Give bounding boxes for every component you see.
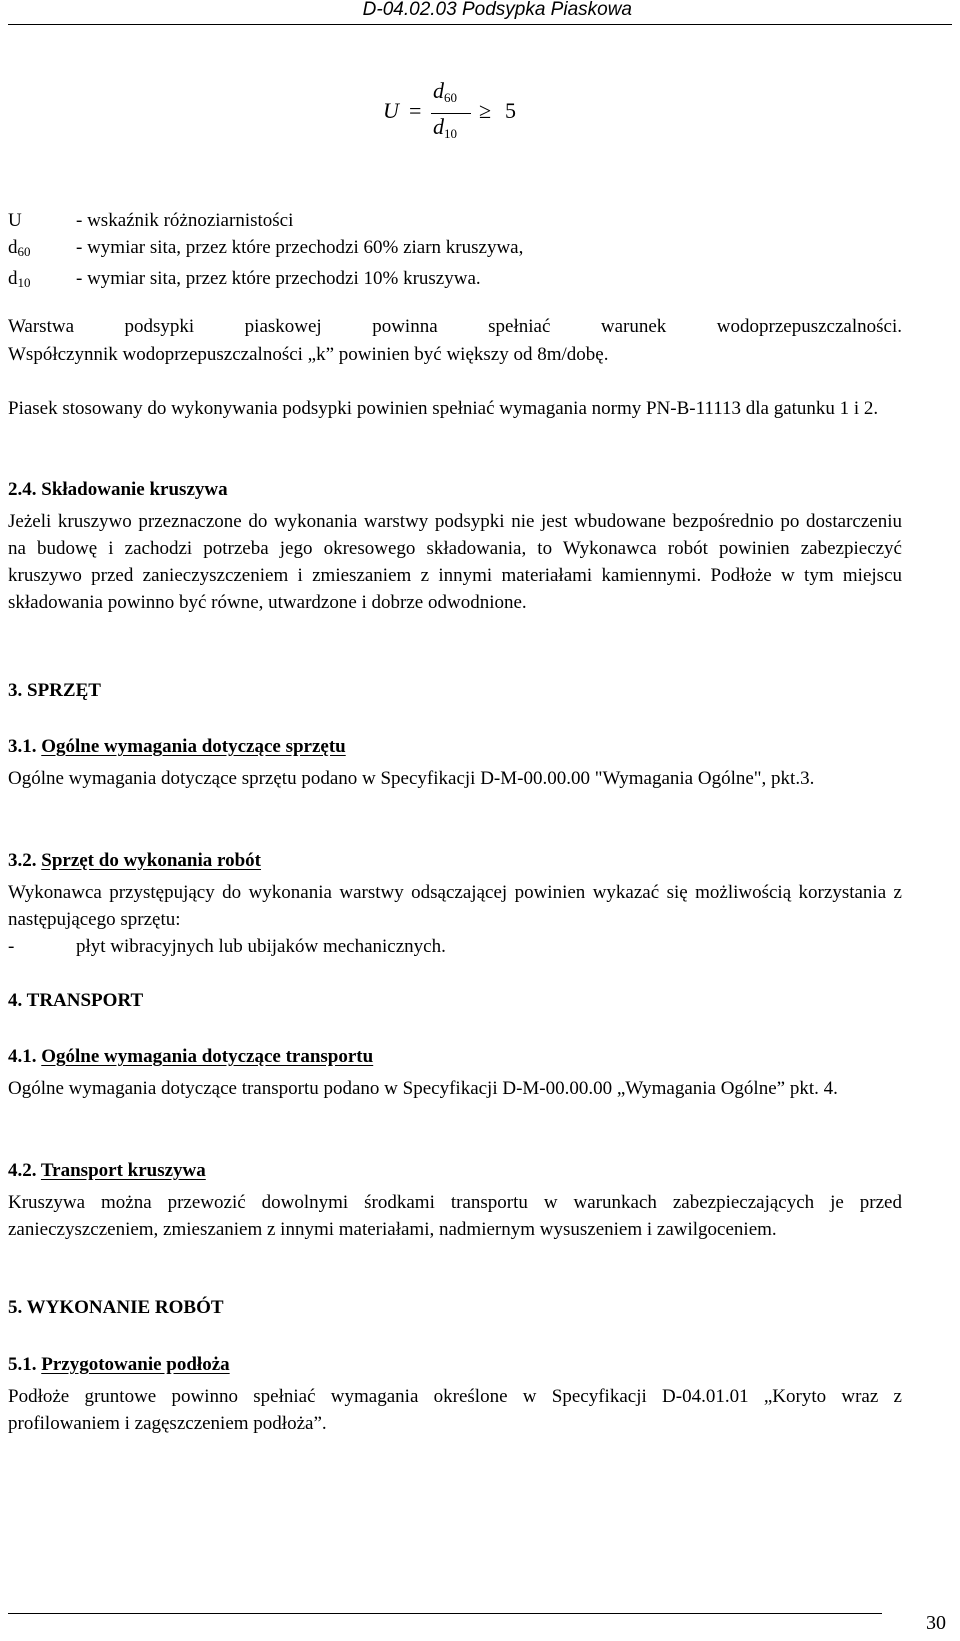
- symbol: U: [8, 210, 22, 231]
- symbol-row: [8, 207, 523, 234]
- formula-ge-sign: ≥: [479, 98, 492, 123]
- symbol-definitions: [8, 207, 523, 296]
- paragraph-3-2: Wykonawca przystępujący do wykonania warstwy odsączającej powinien wykazać się możliwością korzystania z następującego sprzętu:: [8, 882, 902, 930]
- paragraph-3-1: Ogólne wymagania dotyczące sprzętu podano w Specyfikacji D-M-00.00.00 "Wymagania Ogólne", pkt.3.: [8, 768, 815, 789]
- paragraph-4-2: Kruszywa można przewozić dowolnymi środkami transportu w warunkach zabezpieczających je przed zanieczyszczeniem, zmieszaniem z innymi materiałami, nadmiernym wysuszeniem i zawilgoceniem.: [8, 1192, 902, 1240]
- heading-5: 5. WYKONANIE ROBÓT: [8, 1297, 224, 1318]
- heading-3: 3. SPRZĘT: [8, 680, 101, 701]
- paragraph-2-4: Jeżeli kruszywo przeznaczone do wykonania warstwy podsypki nie jest wbudowane bezpośrednio po dostarczeniu na budowę i zachodzi potrzeba jego okresowego składowania, to Wykonawca robót powinien zabezpieczyć kruszywo przed zanieczyszczeniem i zmieszaniem z innymi materiałami kamiennymi. Podłoże w tym miejscu składowania powinno być równe, utwardzone i dobrze odwodnione.: [8, 511, 902, 613]
- symbol-description: - wymiar sita, przez które przechodzi 10% kruszywa.: [76, 268, 481, 289]
- formula-rhs: 5: [505, 98, 516, 123]
- heading-2-4: 2.4. Składowanie kruszywa: [8, 479, 228, 500]
- heading-5-1: 5.1. Przygotowanie podłoża: [8, 1354, 230, 1375]
- formula-lhs: U: [383, 98, 399, 123]
- header-rule: [8, 24, 952, 25]
- list-item: [8, 933, 902, 960]
- symbol-description: - wymiar sita, przez które przechodzi 60% ziarn kruszywa,: [76, 237, 524, 258]
- heading-3-2: 3.2. Sprzęt do wykonania robót: [8, 850, 262, 871]
- formula-equals: =: [409, 98, 422, 123]
- paragraph-warstwa-line2: Współczynnik wodoprzepuszczalności „k” powinien być większy od 8m/dobę.: [8, 344, 609, 365]
- symbol: $d_{60}$: [8, 237, 31, 259]
- formula-denominator: $d_{10}$: [433, 114, 457, 141]
- paragraph-5-1: Podłoże gruntowe powinno spełniać wymagania określone w Specyfikacji D-04.01.01 „Koryto wraz z profilowaniem i zagęszczeniem podłoża”.: [8, 1386, 902, 1434]
- footer-rule: [8, 1613, 882, 1614]
- list-item-text: płyt wibracyjnych lub ubijaków mechanicznych.: [76, 936, 446, 957]
- running-title: D-04.02.03 Podsypka Piaskowa: [362, 0, 632, 20]
- heading-4-2: 4.2. Transport kruszywa: [8, 1160, 206, 1181]
- symbol-row: [8, 234, 523, 265]
- symbol: $d_{10}$: [8, 268, 31, 290]
- paragraph-warstwa-line1: Warstwa podsypki piaskowej powinna spełniać warunek wodoprzepuszczalności.: [8, 316, 902, 337]
- symbol-description: - wskaźnik różnoziarnistości: [76, 210, 294, 231]
- list-dash: -: [8, 936, 15, 957]
- symbol-row: [8, 265, 523, 296]
- uniformity-formula: [383, 78, 523, 158]
- formula-numerator: $d_{60}$: [433, 78, 457, 105]
- heading-3-1: 3.1. Ogólne wymagania dotyczące sprzętu: [8, 736, 346, 757]
- paragraph-piasek: Piasek stosowany do wykonywania podsypki powinien spełniać wymagania normy PN-B-11113 dla gatunku 1 i 2.: [8, 398, 879, 419]
- heading-4-1: 4.1. Ogólne wymagania dotyczące transportu: [8, 1046, 374, 1067]
- running-header: [0, 0, 960, 22]
- heading-4: 4. TRANSPORT: [8, 990, 144, 1011]
- page-number: 30: [926, 1612, 946, 1634]
- paragraph-4-1: Ogólne wymagania dotyczące transportu podano w Specyfikacji D-M-00.00.00 „Wymagania Ogólne” pkt. 4.: [8, 1078, 838, 1099]
